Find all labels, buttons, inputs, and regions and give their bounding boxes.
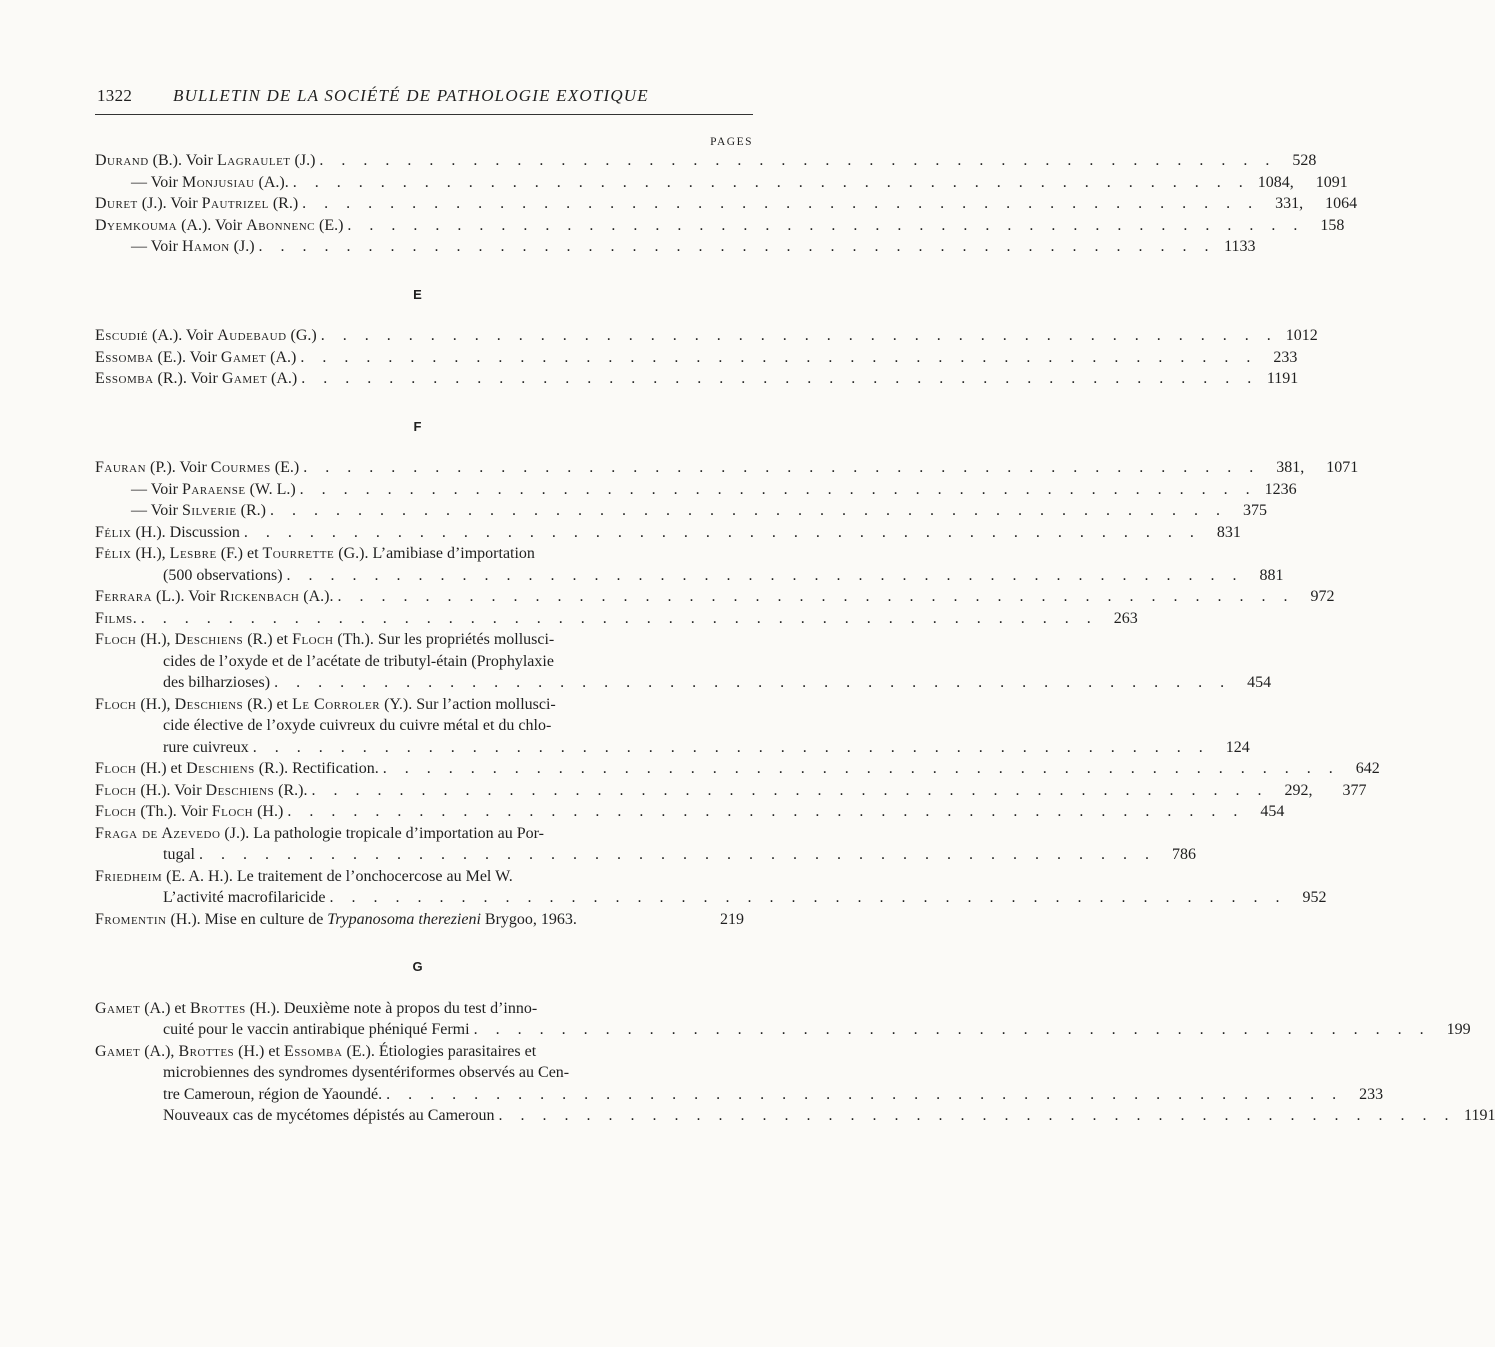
entry-text: (R.) [236,502,266,519]
author-name: Gamet [95,999,141,1017]
entry-text [163,565,283,587]
entry-line [95,801,1285,823]
entry-text: (H.), [136,631,175,648]
page-ref: 642 [1355,760,1380,777]
entry-text: (E.). Étiologies parasitaires et [342,1042,537,1060]
entry-text [95,758,379,780]
entry-text: (L.). Voir [152,588,220,605]
entry-line [95,457,1359,479]
page-ref: 263 [1113,609,1138,627]
author-name: Brottes [189,999,246,1017]
author-name: Essomba [95,348,154,366]
entry-text: (P.). Voir [146,459,211,476]
author-name: Lesbre [169,545,217,562]
entry-text: (E.) [314,216,344,234]
entry-text [163,887,325,909]
entry-text: (J.). Voir [137,195,202,212]
leader-dots: . . . . . . . . . . . . . . . . . . . . . . . . . . . . . . . . . . . . . . . . . . . . [473,1021,1431,1038]
entry-text: (H.). Voir [136,781,206,799]
entry-text: (R.). [274,781,308,799]
reference-name: Pautrizel [201,195,269,212]
entry-line [95,236,1256,258]
entry-text: (E.). Voir [153,348,221,366]
entry-text: . [132,609,137,627]
entry-line [95,1062,740,1084]
entry-text: (R.). Rectification. [254,760,379,777]
entry-line [95,1019,1471,1041]
author-name: Félix [95,545,132,562]
entry-line [95,780,1367,802]
page-ref: 124 [1225,738,1250,756]
author-name: Tourrette [262,545,335,562]
pages-column-label: PAGES [710,136,753,148]
author-name: Duret [95,195,138,212]
page-ref: 377 [1342,781,1367,799]
index-entry [95,150,1317,172]
reference-name: Lagraulet [216,152,291,169]
author-name: Floch [95,631,137,648]
author-name: Floch [95,781,137,799]
entry-text [95,347,296,369]
author-name: Gamet [95,1042,141,1060]
leader-dots: . . . . . . . . . . . . . . . . . . . . . . . . . . . . . . . . . . . . . . . . . . . . [303,459,1261,476]
entry-line [95,715,740,737]
leader-dots: . . . . . . . . . . . . . . . . . . . . . . . . . . . . . . . . . . . . . . . . . . . . [287,803,1245,820]
entry-text [131,236,255,258]
entry-text: (A.) et [140,999,190,1017]
reference-name: Hamon [181,238,230,255]
author-name: Le Corroler [292,695,381,713]
entry-text: (F.) et [216,545,263,562]
entry-text: (A.). [254,173,289,191]
entry-line [95,866,740,888]
page-ref: 528 [1292,152,1317,169]
running-header [97,86,753,110]
entry-line [95,672,1272,694]
reference-name: Paraense [181,480,246,498]
leader-dots: . . . . . . . . . . . . . . . . . . . . . . . . . . . . . . . . . . . . . . . . . . . . [269,502,1227,519]
entry-text [95,909,577,931]
entry-text [95,325,317,347]
entry-line [95,823,740,845]
index-entry [95,758,1380,780]
entry-line [95,368,1299,390]
leader-dots: . . . . . . . . . . . . . . . . . . . . . . . . . . . . . . . . . . . . . . . . . . . . [319,152,1277,169]
page-ref: 158 [1320,216,1345,234]
leader-dots: . . . . . . . . . . . . . . . . . . . . . . . . . . . . . . . . . . . . . . . . . . . . [274,674,1232,691]
entry-text: (A.), [140,1042,179,1060]
entry-text: cuité pour le vaccin antirabique phéniqué Fermi [163,1021,470,1038]
entry-text: (B.). Voir [148,152,217,169]
entry-line [95,172,1348,194]
leader-dots: . . . . . . . . . . . . . . . . . . . . . . . . . . . . . . . . . . . . . . . . . . . . [300,348,1258,366]
page-ref: 972 [1310,588,1335,605]
index-entry [95,543,1284,586]
header-rule [95,114,753,115]
leader-dots: . . . . . . . . . . . . . . . . . . . . . . . . . . . . . . . . . . . . . . . . . . . . [311,781,1269,799]
entry-line [95,215,1345,237]
author-name: Fromentin [95,910,167,928]
index-entry [95,479,1297,501]
author-name: Fraga de Azevedo [95,824,221,842]
entry-text [95,608,137,630]
index-entry [95,1105,1495,1127]
entry-line [95,758,1380,780]
page-ref: 375 [1242,502,1267,519]
section-letter: F [413,418,422,434]
reference-name: Deschiens [205,781,275,799]
page-ref: 1012 [1285,327,1318,344]
entry-text: Voir [150,502,182,519]
author-name: Floch [95,695,137,713]
entry-text: (J.). La pathologie tropicale d’importation au Por- [220,824,544,842]
author-name: Fauran [95,459,147,476]
index-entry [95,823,1196,866]
entry-text [95,193,298,215]
page-ref: 786 [1172,846,1196,863]
reference-name: Gamet [220,348,267,366]
entry-text: (Y.). Sur l’action mollusci- [380,695,556,713]
entry-line [95,737,1250,759]
leader-dots: . . . . . . . . . . . . . . . . . . . . . . . . . . . . . . . . . . . . . . . . . . . . [302,195,1260,212]
entry-text [131,500,266,522]
entry-text: (G.) [286,327,317,344]
entry-line [95,586,1335,608]
entry-text: (H.). Mise en culture de [166,910,328,928]
author-name: Escudié [95,327,148,344]
index-entry [95,368,1299,390]
index-entry [95,866,1327,909]
reference-name: Gamet [221,370,268,387]
leader-dots: . . . . . . . . . . . . . . . . . . . . . . . . . . . . . . . . . . . . . . . . . . . . [382,760,1340,777]
page-ref: 1064 [1325,195,1358,212]
entry-text: Voir [150,173,182,191]
index-entry [95,586,1335,608]
index-entry [95,172,1348,194]
entry-text: (R.). Voir [153,370,222,387]
leader-dots: . . . . . . . . . . . . . . . . . . . . . . . . . . . . . . . . . . . . . . . . . . . . [386,1085,1344,1103]
entry-text: (500 observations) [163,566,283,584]
entry-line [95,193,1358,215]
index-entry [95,780,1367,802]
leader-dots: . . . . . . . . . . . . . . . . . . . . . . . . . . . . . . . . . . . . . . . . . . . . [243,523,1201,541]
index-entry [95,998,1471,1041]
author-name: Brottes [178,1042,235,1060]
index-entry [95,457,1359,479]
leader-dots: . . . . . . . . . . . . . . . . . . . . . . . . . . . . . . . . . . . . . . . . . . . . [498,1107,1456,1124]
index-entry [95,522,1241,544]
reference-name: Audebaud [217,327,287,344]
reference-name: Floch [211,803,254,820]
index-entry [95,325,1318,347]
page-number: 1322 [97,86,133,105]
index-entry [95,629,1272,694]
entry-text: (R.) et [243,695,293,713]
entry-text: Voir [150,480,182,498]
leader-dots: . . . . . . . . . . . . . . . . . . . . . . . . . . . . . . . . . . . . . . . . . . . . [140,609,1098,627]
index-entry [95,347,1298,369]
author-name: Floch [95,803,137,820]
entry-text: microbiennes des syndromes dysentériformes observés au Cen- [163,1064,570,1081]
page-ref: 381, [1276,459,1305,476]
page-ref: 1133 [1224,238,1256,255]
entry-text [95,457,299,479]
entry-text: Brygoo, 1963. [480,910,577,928]
entry-text: (Th.). Sur les propriétés mollusci- [333,631,555,648]
index-entry [95,694,1250,759]
index-entry [95,608,1138,630]
entry-line [95,150,1317,172]
entry-text: rure cuivreux [163,738,249,756]
author-name: Floch [95,760,137,777]
entry-line [95,909,744,931]
index-entry [95,500,1267,522]
entry-line [95,844,1196,866]
author-name: Essomba [283,1042,343,1060]
page-ref: 1084, [1257,173,1294,191]
entry-line [95,694,740,716]
author-name: Essomba [95,370,154,387]
dash: — [131,502,151,519]
entry-text: (W. L.) [245,480,296,498]
dash: — [131,480,151,498]
reference-name: Silverie [181,502,237,519]
entry-text [131,479,296,501]
entry-line [95,1084,1384,1106]
reference-name: Rickenbach [219,588,300,605]
page-ref: 1236 [1264,480,1297,498]
entry-text [163,1019,470,1041]
entry-text [163,1105,494,1127]
index-entry [95,215,1345,237]
entry-text: tugal [163,846,195,863]
entry-text: (Th.). Voir [136,803,212,820]
page-ref: 881 [1259,566,1284,584]
entry-text: (A.) [266,348,297,366]
entry-text: cide élective de l’oxyde cuivreux du cuivre métal et du chlo- [163,717,552,734]
entry-line [95,887,1327,909]
leader-dots: . . . . . . . . . . . . . . . . . . . . . . . . . . . . . . . . . . . . . . . . . . . . [337,588,1295,605]
entry-text: (E. A. H.). Le traitement de l’onchocercose au Mel W. [162,867,513,885]
entry-text [95,801,283,823]
entry-line [95,1041,740,1063]
entry-line [95,325,1318,347]
dash: — [131,173,151,191]
entry-line [95,522,1241,544]
page-ref: 1071 [1326,459,1359,476]
leader-dots: . . . . . . . . . . . . . . . . . . . . . . . . . . . . . . . . . . . . . . . . . . . . [320,327,1278,344]
leader-dots: . . . . . . . . . . . . . . . . . . . . . . . . . . . . . . . . . . . . . . . . . . . . [301,370,1259,387]
entry-text: (H.). Deuxième note à propos du test d’inno- [245,999,538,1017]
leader-dots: . . . . . . . . . . . . . . . . . . . . . . . . . . . . . . . . . . . . . . . . . . . . [329,889,1287,906]
page-ref: 831 [1216,523,1241,541]
entry-text [95,586,334,608]
entry-line [95,500,1267,522]
entry-text: L’activité macrofilaricide [163,889,326,906]
page-ref: 331, [1275,195,1304,212]
entry-text: (A.). Voir [177,216,247,234]
entry-text: (H.) et [136,760,187,777]
page-ref: 233 [1359,1085,1384,1103]
entry-line [95,347,1298,369]
section-letter: E [413,286,422,302]
reference-name: Abonnenc [246,216,315,234]
page-ref: 1191 [1266,370,1299,387]
entry-text: (R.) [268,195,299,212]
leader-dots: . . . . . . . . . . . . . . . . . . . . . . . . . . . . . . . . . . . . . . . . . . . . [252,738,1210,756]
entry-text [163,844,195,866]
entry-text: des bilharzioses) [163,674,271,691]
entry-text: (J.) [229,238,255,255]
author-name: Friedheim [95,867,163,885]
reference-name: Monjusiau [181,173,255,191]
page-ref: 454 [1260,803,1285,820]
reference-name: Deschiens [186,760,255,777]
species-name: Trypanosoma therezieni [327,910,481,928]
entry-text: (A.). Voir [148,327,218,344]
index-entry [95,236,1256,258]
entry-text: (H.), [136,695,175,713]
leader-dots: . . . . . . . . . . . . . . . . . . . . . . . . . . . . . . . . . . . . . . . . . . . . [258,238,1216,255]
section-letter: G [412,959,423,974]
entry-text [163,737,249,759]
entry-text: (H.) [253,803,284,820]
entry-text [95,522,240,544]
author-name: Félix [95,523,132,541]
page-ref: 199 [1446,1021,1471,1038]
entry-text: (G.). L’amibiase d’importation [334,545,535,562]
dash: — [131,238,151,255]
entry-text: (A.) [267,370,298,387]
entry-text [95,215,343,237]
leader-dots: . . . . . . . . . . . . . . . . . . . . . . . . . . . . . . . . . . . . . . . . . . . . [286,566,1244,584]
page-ref: 1091 [1315,173,1348,191]
page-ref: 219 [720,910,744,928]
entry-line [95,651,740,673]
entry-text: (A.). [299,588,334,605]
entry-text [95,368,297,390]
entry-text [95,150,315,172]
entry-line [95,608,1138,630]
page-ref: 1191 [1464,1107,1495,1124]
index-entry [95,801,1285,823]
entry-line [95,629,740,651]
leader-dots: . . . . . . . . . . . . . . . . . . . . . . . . . . . . . . . . . . . . . . . . . . . . [292,173,1250,191]
entry-line [95,1105,1495,1127]
author-name: Ferrara [95,588,153,605]
index-entry [95,193,1358,215]
page-ref: 292, [1284,781,1313,799]
entry-text [163,1084,382,1106]
author-name: Durand [95,152,149,169]
leader-dots: . . . . . . . . . . . . . . . . . . . . . . . . . . . . . . . . . . . . . . . . . . . . [347,216,1305,234]
entry-line [95,479,1297,501]
entry-line [95,543,740,565]
leader-dots: . . . . . . . . . . . . . . . . . . . . . . . . . . . . . . . . . . . . . . . . . . . . [299,480,1257,498]
index-entry [95,909,744,931]
journal-title: BULLETIN DE LA SOCIÉTÉ DE PATHOLOGIE EXOTIQUE [173,86,649,105]
author-name: Deschiens [174,695,244,713]
entry-text [131,172,289,194]
leader-dots: . . . . . . . . . . . . . . . . . . . . . . . . . . . . . . . . . . . . . . . . . . . . [199,846,1156,863]
entry-text: tre Cameroun, région de Yaoundé. [163,1085,383,1103]
page-ref: 952 [1302,889,1327,906]
author-name: Dyemkouma [95,216,178,234]
entry-text: Voir [150,238,182,255]
entry-line [95,998,740,1020]
entry-text: (J.) [290,152,316,169]
entry-text [163,672,270,694]
entry-text: (R.) et [243,631,293,648]
entry-text [95,780,307,802]
entry-text: Nouveaux cas de mycétomes dépistés au Cameroun [163,1107,495,1124]
entry-text: (E.) [270,459,300,476]
author-name: Deschiens [174,631,244,648]
page-ref: 233 [1273,348,1298,366]
page-ref: 454 [1247,674,1272,691]
index-entry [95,1041,1384,1106]
index-list [95,150,1495,1127]
entry-line [95,565,1284,587]
author-name: Floch [292,631,334,648]
entry-text: (H.). Discussion [131,523,240,541]
entry-text: (H.) et [234,1042,284,1060]
entry-text: cides de l’oxyde et de l’acétate de tributyl-étain (Prophylaxie [163,652,554,670]
reference-name: Courmes [210,459,271,476]
author-name: Films [95,609,133,627]
entry-text: (H.), [135,545,170,562]
